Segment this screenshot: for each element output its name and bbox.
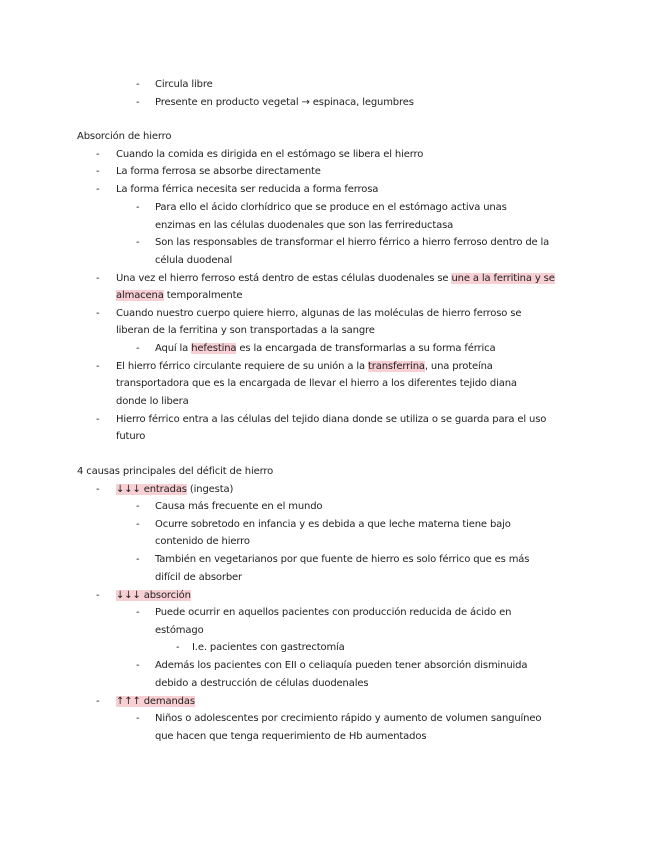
list-item-line	[116, 695, 195, 709]
list-item-line	[116, 483, 233, 497]
list-item-line: liberan de la ferritina y son transportadas a la sangre	[116, 325, 375, 336]
bullet-dash: -	[136, 97, 140, 108]
bullet-dash: -	[96, 484, 100, 495]
list-item-line	[116, 360, 493, 374]
bullet-dash: -	[136, 519, 140, 530]
bullet-dash: -	[136, 660, 140, 671]
bullet-dash: -	[136, 554, 140, 565]
list-item-line: Niños o adolescentes por crecimiento rápido y aumento de volumen sanguíneo	[155, 713, 542, 724]
list-item-line: transportadora que es la encargada de llevar el hierro a los diferentes tejido diana	[116, 378, 517, 389]
list-item-line: Cuando nuestro cuerpo quiere hierro, algunas de las moléculas de hierro ferroso se	[116, 308, 522, 319]
highlight: hefestina	[191, 343, 237, 354]
text: Una vez el hierro ferroso está dentro de estas células duodenales se	[116, 273, 452, 284]
highlight: une a la ferritina y se	[451, 273, 555, 284]
bullet-dash: -	[136, 237, 140, 248]
text: El hierro férrico circulante requiere de su unión a la	[116, 361, 368, 372]
list-item-line: difícil de absorber	[155, 572, 243, 583]
list-item-line: Además los pacientes con EII o celiaquía pueden tener absorción disminuida	[155, 660, 528, 671]
list-item: La forma ferrosa se absorbe directamente	[116, 166, 321, 177]
list-item-line: que hacen que tenga requerimiento de Hb aumentados	[155, 731, 427, 742]
list-item-line: contenido de hierro	[155, 536, 250, 547]
highlight: ↑↑↑ demandas	[116, 696, 195, 707]
bullet-dash: -	[96, 308, 100, 319]
bullet-dash: -	[136, 202, 140, 213]
bullet-dash: -	[96, 414, 100, 425]
highlight: ↓↓↓ absorción	[116, 590, 191, 601]
list-item-line	[116, 289, 242, 303]
list-item-line: También en vegetarianos por que fuente de hierro es solo férrico que es más	[155, 554, 530, 565]
list-item-line: donde lo libera	[116, 396, 189, 407]
list-item: Cuando la comida es dirigida en el estómago se libera el hierro	[116, 149, 424, 160]
highlight: almacena	[116, 290, 164, 301]
bullet-dash: -	[96, 149, 100, 160]
list-item-line: futuro	[116, 431, 146, 442]
bullet-dash: -	[136, 343, 140, 354]
text: es la encargada de transformarlas a su forma férrica	[236, 343, 496, 354]
list-item: Presente en producto vegetal → espinaca, legumbres	[155, 97, 414, 108]
list-item: Causa más frecuente en el mundo	[155, 501, 323, 512]
section-heading-absorcion: Absorción de hierro	[77, 131, 172, 142]
list-item: La forma férrica necesita ser reducida a forma ferrosa	[116, 184, 379, 195]
bullet-dash: -	[136, 79, 140, 90]
list-item-line: Son las responsables de transformar el hierro férrico a hierro ferroso dentro de la	[155, 237, 550, 248]
bullet-dash: -	[96, 590, 100, 601]
list-item-line: Puede ocurrir en aquellos pacientes con producción reducida de ácido en	[155, 607, 512, 618]
list-item-line: enzimas en las células duodenales que son las ferrireductasa	[155, 220, 454, 231]
bullet-dash: -	[96, 696, 100, 707]
list-item-line: célula duodenal	[155, 255, 233, 266]
list-item: I.e. pacientes con gastrectomía	[192, 642, 345, 653]
bullet-dash: -	[96, 184, 100, 195]
bullet-dash: -	[96, 166, 100, 177]
list-item-line	[116, 272, 555, 286]
list-item-line: Para ello el ácido clorhídrico que se produce en el estómago activa unas	[155, 202, 507, 213]
list-item-line: estómago	[155, 625, 204, 636]
list-item-line: Hierro férrico entra a las células del tejido diana donde se utiliza o se guarda para el uso	[116, 414, 547, 425]
section-heading-deficit: 4 causas principales del déficit de hierro	[77, 466, 274, 477]
bullet-dash: -	[96, 361, 100, 372]
bullet-dash: -	[96, 273, 100, 284]
highlight: ↓↓↓ entradas	[116, 484, 187, 495]
list-item: Circula libre	[155, 79, 213, 90]
bullet-dash: -	[136, 713, 140, 724]
list-item-line	[116, 589, 191, 603]
list-item-line: debido a destrucción de células duodenales	[155, 678, 369, 689]
bullet-dash: -	[176, 642, 180, 653]
text: , una proteína	[424, 361, 493, 372]
bullet-dash: -	[136, 501, 140, 512]
text: (ingesta)	[186, 484, 234, 495]
list-item-line	[155, 342, 495, 356]
list-item-line: Ocurre sobretodo en infancia y es debida a que leche materna tiene bajo	[155, 519, 511, 530]
bullet-dash: -	[136, 607, 140, 618]
text: Aquí la	[155, 343, 192, 354]
text: temporalmente	[163, 290, 243, 301]
highlight: transferrina	[367, 361, 425, 372]
